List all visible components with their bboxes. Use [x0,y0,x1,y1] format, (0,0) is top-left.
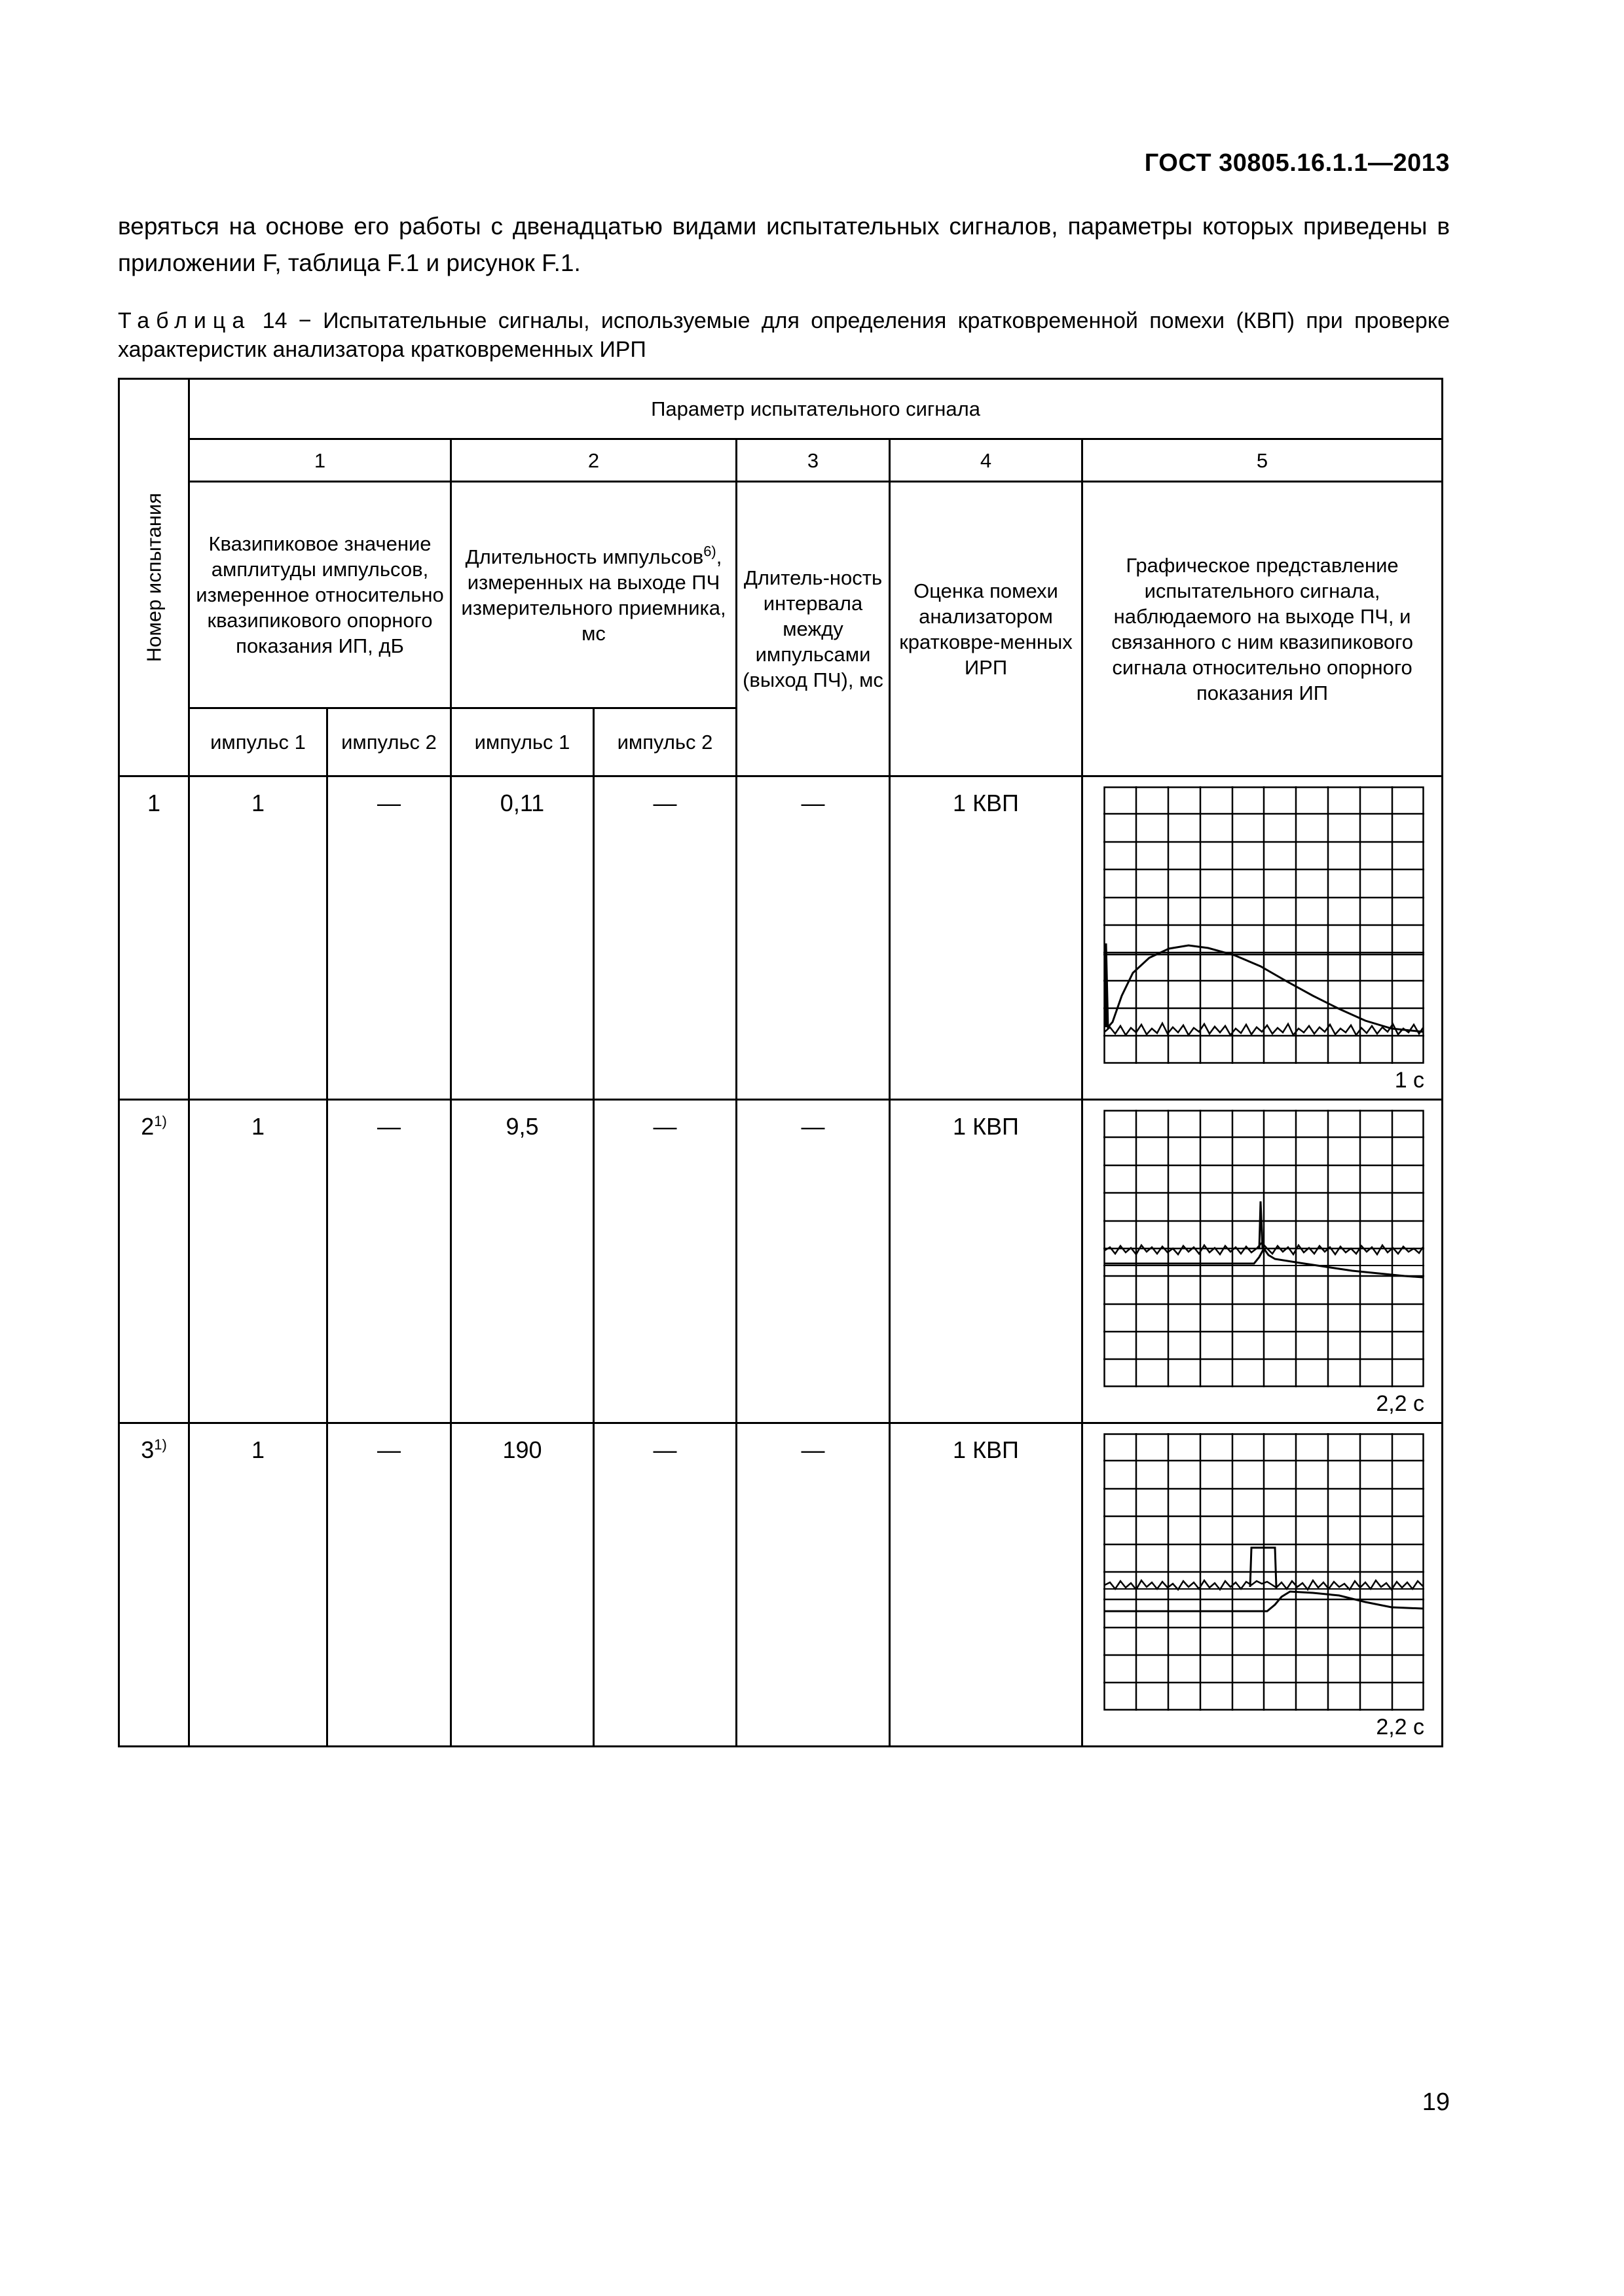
estimate: 1 КВП [890,1423,1082,1747]
duration-pulse2: — [594,1423,737,1747]
sub-header-amp-pulse1: импульс 1 [189,708,327,776]
sub-header-dur-pulse1: импульс 1 [451,708,594,776]
interval: — [737,1100,890,1423]
test-number: 2$^{1)}$ [119,1100,189,1423]
amplitude-pulse1: 1 [189,1423,327,1747]
amplitude-pulse1: 1 [189,776,327,1100]
oscillogram-decay-icon [1103,786,1424,1064]
time-scale-label: 1 с [1394,1068,1425,1093]
estimate: 1 КВП [890,776,1082,1100]
intro-paragraph: веряться на основе его работы с двенадцатью видами испытательных сигналов, параметры которых приведены в приложении F, таблица F.1 и рисунок F.1. [118,213,1450,276]
col1-description: Квазипиковое значение амплитуды импульсов, измеренное относительно квазипикового опорного показания ИП, дБ [189,482,451,708]
col4-description: Оценка помехи анализатором кратковре-менных ИРП [890,482,1082,776]
sub-header-amp-pulse2: импульс 2 [327,708,451,776]
row-header-label: Номер испытания [142,492,166,663]
duration-pulse2: — [594,776,737,1100]
table-caption [118,306,1450,364]
graph-cell [1082,1423,1443,1747]
estimate: 1 КВП [890,1100,1082,1423]
duration-pulse1: 9,5 [451,1100,594,1423]
page-number: 19 [1422,2088,1450,2116]
amplitude-pulse1: 1 [189,1100,327,1423]
col2-description [451,482,737,708]
col-number-1: 1 [189,439,451,482]
row-header-cell [119,379,189,776]
col2-description-a: Длительность импульсов [465,545,704,568]
amplitude-pulse2: — [327,776,451,1100]
sub-header-dur-pulse2: импульс 2 [594,708,737,776]
test-number: 3$^{1)}$ [119,1423,189,1747]
time-scale-label: 2,2 с [1376,1391,1425,1416]
col-number-4: 4 [890,439,1082,482]
col2-footnote-mark: 6) [703,543,716,560]
duration-pulse1: 190 [451,1423,594,1747]
caption-text: 14 − Испытательные сигналы, используемые для определения кратковременной помехи (КВП) при проверке характеристик анализатора кратковременных ИРП [118,308,1450,362]
time-scale-label: 2,2 с [1376,1715,1425,1740]
table-row [119,1100,1443,1423]
document-code: ГОСТ 30805.16.1.1—2013 [1144,149,1450,177]
oscillogram-pulse-icon [1103,1433,1424,1711]
interval: — [737,1423,890,1747]
col2-description-b: , измеренных на выходе ПЧ измерительного приемника, мс [461,545,726,645]
col-number-5: 5 [1082,439,1443,482]
table-row [119,776,1443,1100]
graph-cell [1082,776,1443,1100]
col-number-3: 3 [737,439,890,482]
col5-description: Графическое представление испытательного сигнала, наблюдаемого на выходе ПЧ, и связанного с ним квазипикового сигнала относительно опорного показания ИП [1082,482,1443,776]
amplitude-pulse2: — [327,1423,451,1747]
graph-cell [1082,1100,1443,1423]
oscillogram-spike-icon [1103,1110,1424,1387]
test-number: 1 [119,776,189,1100]
duration-pulse2: — [594,1100,737,1423]
interval: — [737,776,890,1100]
caption-label: Таблица [118,308,251,333]
col-number-2: 2 [451,439,737,482]
amplitude-pulse2: — [327,1100,451,1423]
duration-pulse1: 0,11 [451,776,594,1100]
param-title: Параметр испытательного сигнала [189,379,1443,439]
col3-description: Длитель-ность интервала между импульсами (выход ПЧ), мс [737,482,890,776]
test-signals-table [118,378,1443,1747]
table-row [119,1423,1443,1747]
